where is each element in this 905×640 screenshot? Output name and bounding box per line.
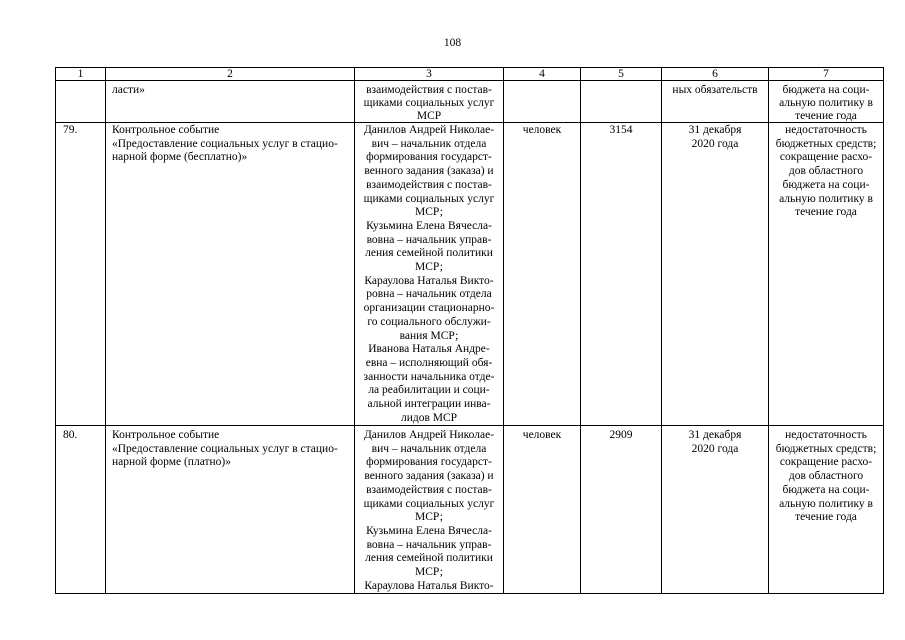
- row-79-unit: человек: [503, 122, 581, 426]
- column-number-7: 7: [768, 67, 884, 81]
- continuation-risks-cell: бюджета на соци- альную политику в течение года: [768, 80, 884, 123]
- row-79-number: 79.: [55, 122, 106, 426]
- column-number-3: 3: [354, 67, 504, 81]
- row-79-value: 3154: [580, 122, 662, 426]
- continuation-value-cell: [580, 80, 662, 123]
- column-number-4: 4: [503, 67, 581, 81]
- continuation-responsible-cell: взаимодействия с постав- щиками социальных услуг МСР: [354, 80, 504, 123]
- page-number: 108: [443, 37, 462, 49]
- row-79-event: Контрольное событие «Предоставление социальных услуг в стацио- нарной форме (бесплатно)»: [105, 122, 355, 426]
- continuation-deadline-cell: ных обязательств: [661, 80, 769, 123]
- row-79-risks: недостаточность бюджетных средств; сокращение расхо- дов областного бюджета на соци- альную политику в течение года: [768, 122, 884, 426]
- continuation-number-cell: [55, 80, 106, 123]
- control-events-table: [55, 67, 884, 594]
- row-79-deadline: 31 декабря 2020 года: [661, 122, 769, 426]
- row-79-responsible: Данилов Андрей Николае- вич – начальник отдела формирования государст- венного задания (заказа) и взаимодействия с постав- щиками социальных услуг МСР; Кузьмина Елена Вячесла- вовна – начальник управ- ления семейной политики МСР; Караулова Наталья Викто- ровна – начальник отдела организации стационарно- го социального обслужи- вания МСР; Иванова Наталья Андре- евна – исполняющий обя- занности начальника отде- ла реабилитации и соци- альной интеграции инва- лидов МСР: [354, 122, 504, 426]
- row-80-value: 2909: [580, 425, 662, 594]
- continuation-event-cell: ласти»: [105, 80, 355, 123]
- column-number-2: 2: [105, 67, 355, 81]
- row-80-responsible: Данилов Андрей Николае- вич – начальник отдела формирования государст- венного задания (заказа) и взаимодействия с постав- щиками социальных услуг МСР; Кузьмина Елена Вячесла- вовна – начальник управ- ления семейной политики МСР; Караулова Наталья Викто-: [354, 425, 504, 594]
- column-number-5: 5: [580, 67, 662, 81]
- continuation-unit-cell: [503, 80, 581, 123]
- row-80-event: Контрольное событие «Предоставление социальных услуг в стацио- нарной форме (платно)»: [105, 425, 355, 594]
- row-80-unit: человек: [503, 425, 581, 594]
- row-80-risks: недостаточность бюджетных средств; сокращение расхо- дов областного бюджета на соци- альную политику в течение года: [768, 425, 884, 594]
- column-number-6: 6: [661, 67, 769, 81]
- row-80-deadline: 31 декабря 2020 года: [661, 425, 769, 594]
- column-number-1: 1: [55, 67, 106, 81]
- row-80-number: 80.: [55, 425, 106, 594]
